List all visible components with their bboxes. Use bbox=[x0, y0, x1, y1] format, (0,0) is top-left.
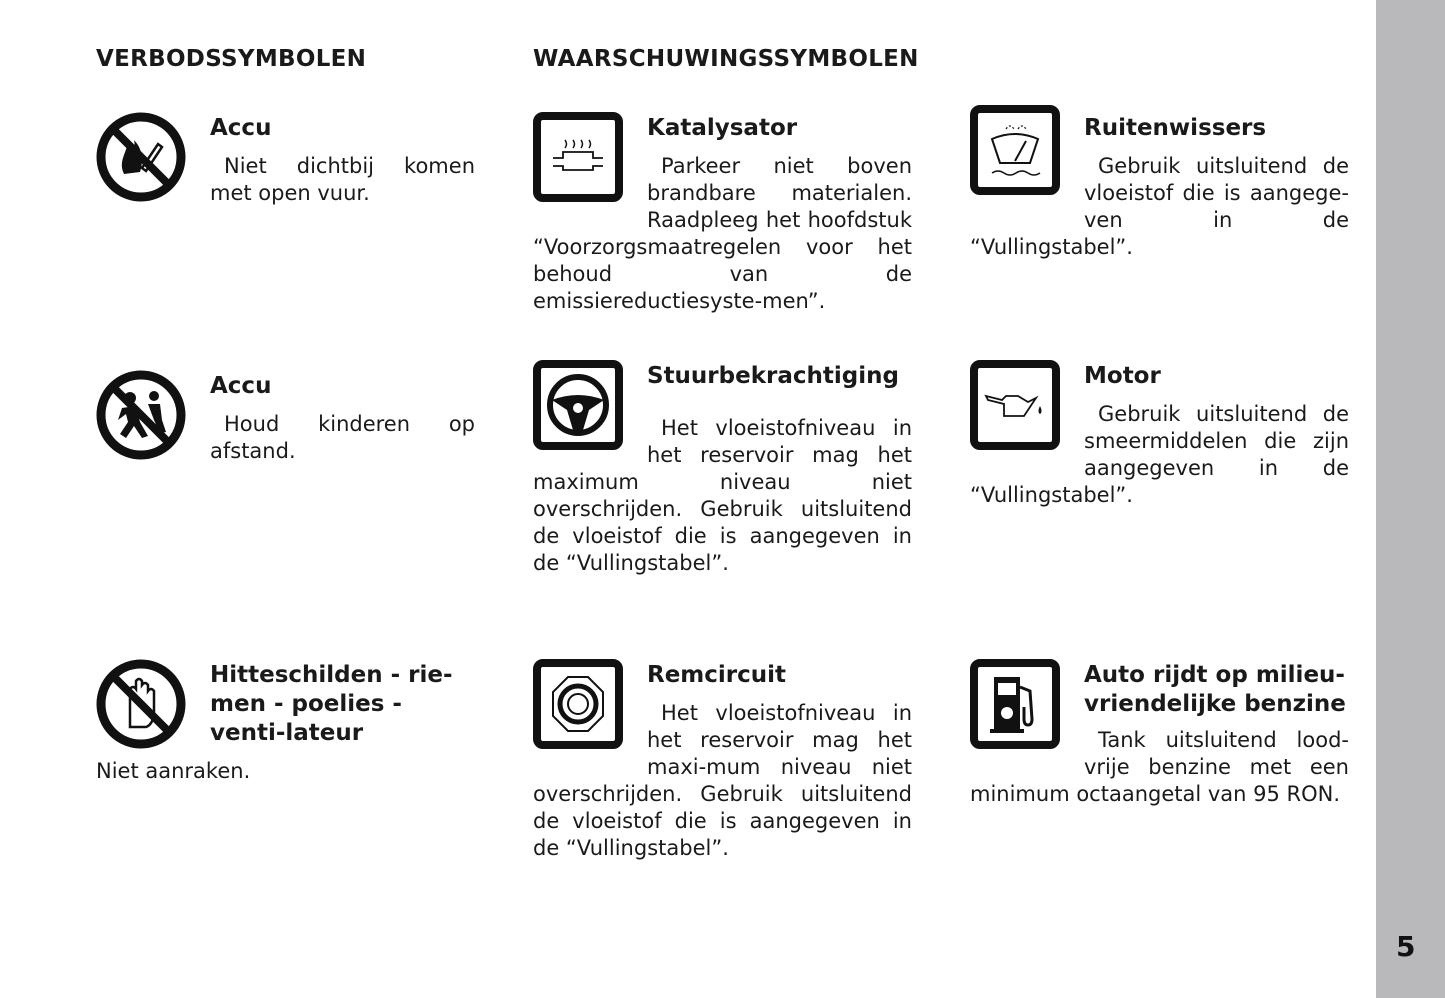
symbol-entry bbox=[96, 112, 475, 208]
keep-children-away-icon bbox=[96, 370, 186, 460]
heading-warning-symbols: WAARSCHUWINGSSYMBOLEN bbox=[533, 46, 919, 72]
windscreen-wiper-icon bbox=[970, 105, 1060, 195]
symbol-description: Het vloeistofniveau in het reservoir mag het maximum niveau niet overschrijden. Gebruik uitsluitend de vloeistof die is aangegeven in de “Vullingstabel”. bbox=[533, 416, 912, 575]
engine-oil-icon bbox=[970, 360, 1060, 450]
heading-prohibition-symbols: VERBODSSYMBOLEN bbox=[96, 46, 367, 72]
symbol-description: Gebruik uitsluitend de vloeistof die is aangege-ven in de “Vullingstabel”. bbox=[970, 154, 1349, 259]
symbol-title: Accu bbox=[210, 373, 272, 399]
symbol-description: Niet aanraken. bbox=[96, 759, 251, 783]
symbol-entry bbox=[970, 105, 1349, 261]
symbol-title: Motor bbox=[1084, 363, 1161, 389]
symbol-title: Accu bbox=[210, 115, 272, 141]
symbol-description: Gebruik uitsluitend de smeermiddelen die zijn aangegeven in de “Vullingstabel”. bbox=[970, 402, 1349, 507]
symbol-title: Katalysator bbox=[647, 115, 798, 141]
symbol-entry bbox=[533, 360, 912, 577]
do-not-touch-icon bbox=[96, 659, 186, 749]
no-open-fire-icon bbox=[96, 112, 186, 202]
symbol-title: Remcircuit bbox=[647, 662, 787, 688]
fuel-pump-icon bbox=[970, 659, 1060, 749]
symbol-description: Niet dichtbij komen met open vuur. bbox=[210, 154, 475, 205]
symbol-entry bbox=[96, 659, 475, 785]
symbol-description: Het vloeistofniveau in het reservoir mag het maxi-mum niveau niet overschrijden. Gebruik uitsluitend de vloeistof die is aangegeven in de “Vullingstabel”. bbox=[533, 701, 912, 860]
catalytic-converter-icon bbox=[533, 112, 623, 202]
symbol-entry bbox=[970, 659, 1349, 808]
symbol-title: Ruitenwissers bbox=[1084, 115, 1267, 141]
symbol-entry bbox=[96, 370, 475, 466]
symbol-description: Houd kinderen op afstand. bbox=[210, 412, 475, 463]
symbol-entry bbox=[533, 112, 912, 315]
steering-wheel-icon bbox=[533, 360, 623, 450]
symbol-entry bbox=[970, 360, 1349, 509]
symbol-title: Auto rijdt op milieu-vriendelijke benzine bbox=[1084, 662, 1346, 717]
brake-circuit-icon bbox=[533, 659, 623, 749]
symbol-title: Stuurbekrachtiging bbox=[647, 363, 899, 389]
page-number: 5 bbox=[1396, 930, 1416, 963]
symbol-description: Parkeer niet boven brandbare materialen. Raadpleeg het hoofdstuk “Voorzorgsmaatregelen voor het behoud van de emissiereductiesyste-men”. bbox=[533, 154, 912, 313]
symbol-description: Tank uitsluitend lood-vrije benzine met een minimum octaangetal van 95 RON. bbox=[970, 728, 1349, 806]
symbol-entry bbox=[533, 659, 912, 862]
page-side-margin bbox=[1376, 0, 1445, 998]
symbol-title: Hitteschilden - rie-men - poelies - venti-lateur bbox=[210, 662, 453, 746]
